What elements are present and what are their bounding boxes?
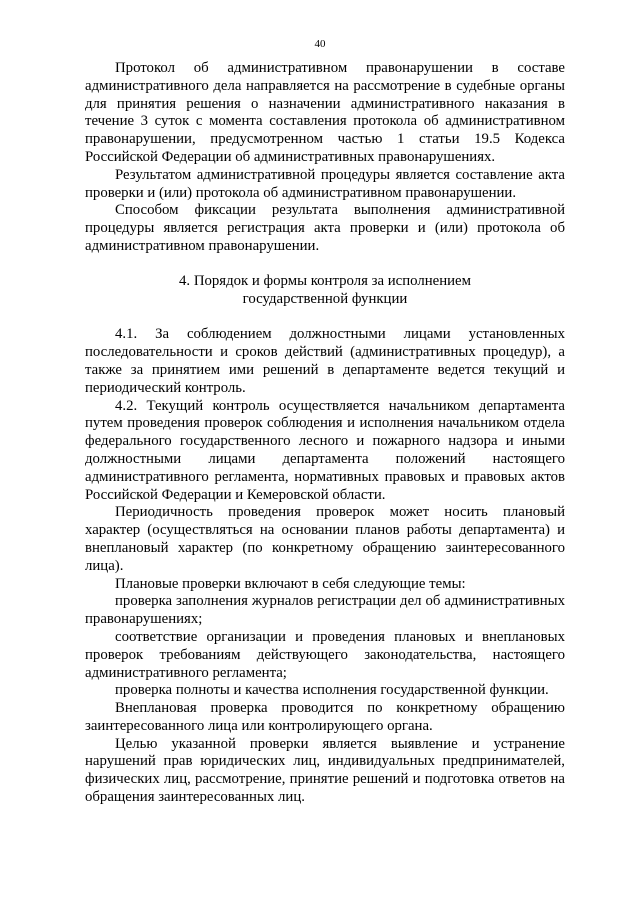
- spacer: [85, 308, 565, 326]
- list-item-quality-check: проверка полноты и качества исполнения государственной функции.: [115, 682, 549, 699]
- paragraph-check-purpose: Целью указанной проверки является выявление и устранение нарушений прав юридических лиц, индивидуальных предпринимателей, физических лиц, рассмотрение, принятие решений и подготовка ответов на обращения заинтересованных лиц.: [85, 735, 565, 806]
- list-item-journal-check: проверка заполнения журналов регистрации дел об административных правонарушениях;: [85, 593, 565, 628]
- paragraph-unplanned-check: Внеплановая проверка проводится по конкретному обращению заинтересованного лица или контролирующего органа.: [85, 700, 565, 734]
- section-title-line-1: 4. Порядок и формы контроля за исполнением: [179, 272, 471, 289]
- section-title: [85, 273, 565, 309]
- paragraph-4-2: 4.2. Текущий контроль осуществляется начальником департамента путем проведения проверок соблюдения и исполнения начальником отдела федерального государственного лесного и пожарного надзора и иными должностными лицами департамента положений настоящего административного регламента, нормативных правовых и правовых актов Российской Федерации и Кемеровской области.: [85, 397, 565, 503]
- paragraph-procedure-result: Результатом административной процедуры является составление акта проверки и (или) протокола об административном правонарушении.: [85, 166, 565, 201]
- page-number: 40: [314, 38, 326, 50]
- spacer: [85, 256, 565, 273]
- section-title-line-2: государственной функции: [242, 290, 408, 307]
- paragraph-check-periodicity: Периодичность проведения проверок может носить плановый характер (осуществляться на основании планов работы департамента) и внеплановый характер (по конкретному обращению заинтересованного лица).: [85, 504, 565, 574]
- paragraph-4-1: 4.1. За соблюдением должностными лицами установленных последовательности и сроков действий (административных процедур), а также за принятием ими решений в департаменте ведется текущий и периодический контроль.: [85, 326, 565, 396]
- document-body: [85, 60, 565, 807]
- paragraph-planned-checks-intro: Плановые проверки включают в себя следующие темы:: [115, 575, 466, 592]
- paragraph-result-fixation: Способом фиксации результата выполнения административной процедуры является регистрация акта проверки и (или) протокола об административном правонарушении.: [85, 202, 565, 254]
- paragraph-protocol-submission: Протокол об административном правонарушении в составе административного дела направляется на рассмотрение в судебные органы для принятия решения о назначении административного наказания в течение 3 суток с момента составления протокола об административном правонарушении, предусмотренном частью 1 статьи 19.5 Кодекса Российской Федерации об административных правонарушениях.: [85, 60, 565, 165]
- list-item-compliance-check: соответствие организации и проведения плановых и внеплановых проверок требованиям действующего законодательства, настоящего административного регламента;: [85, 628, 565, 681]
